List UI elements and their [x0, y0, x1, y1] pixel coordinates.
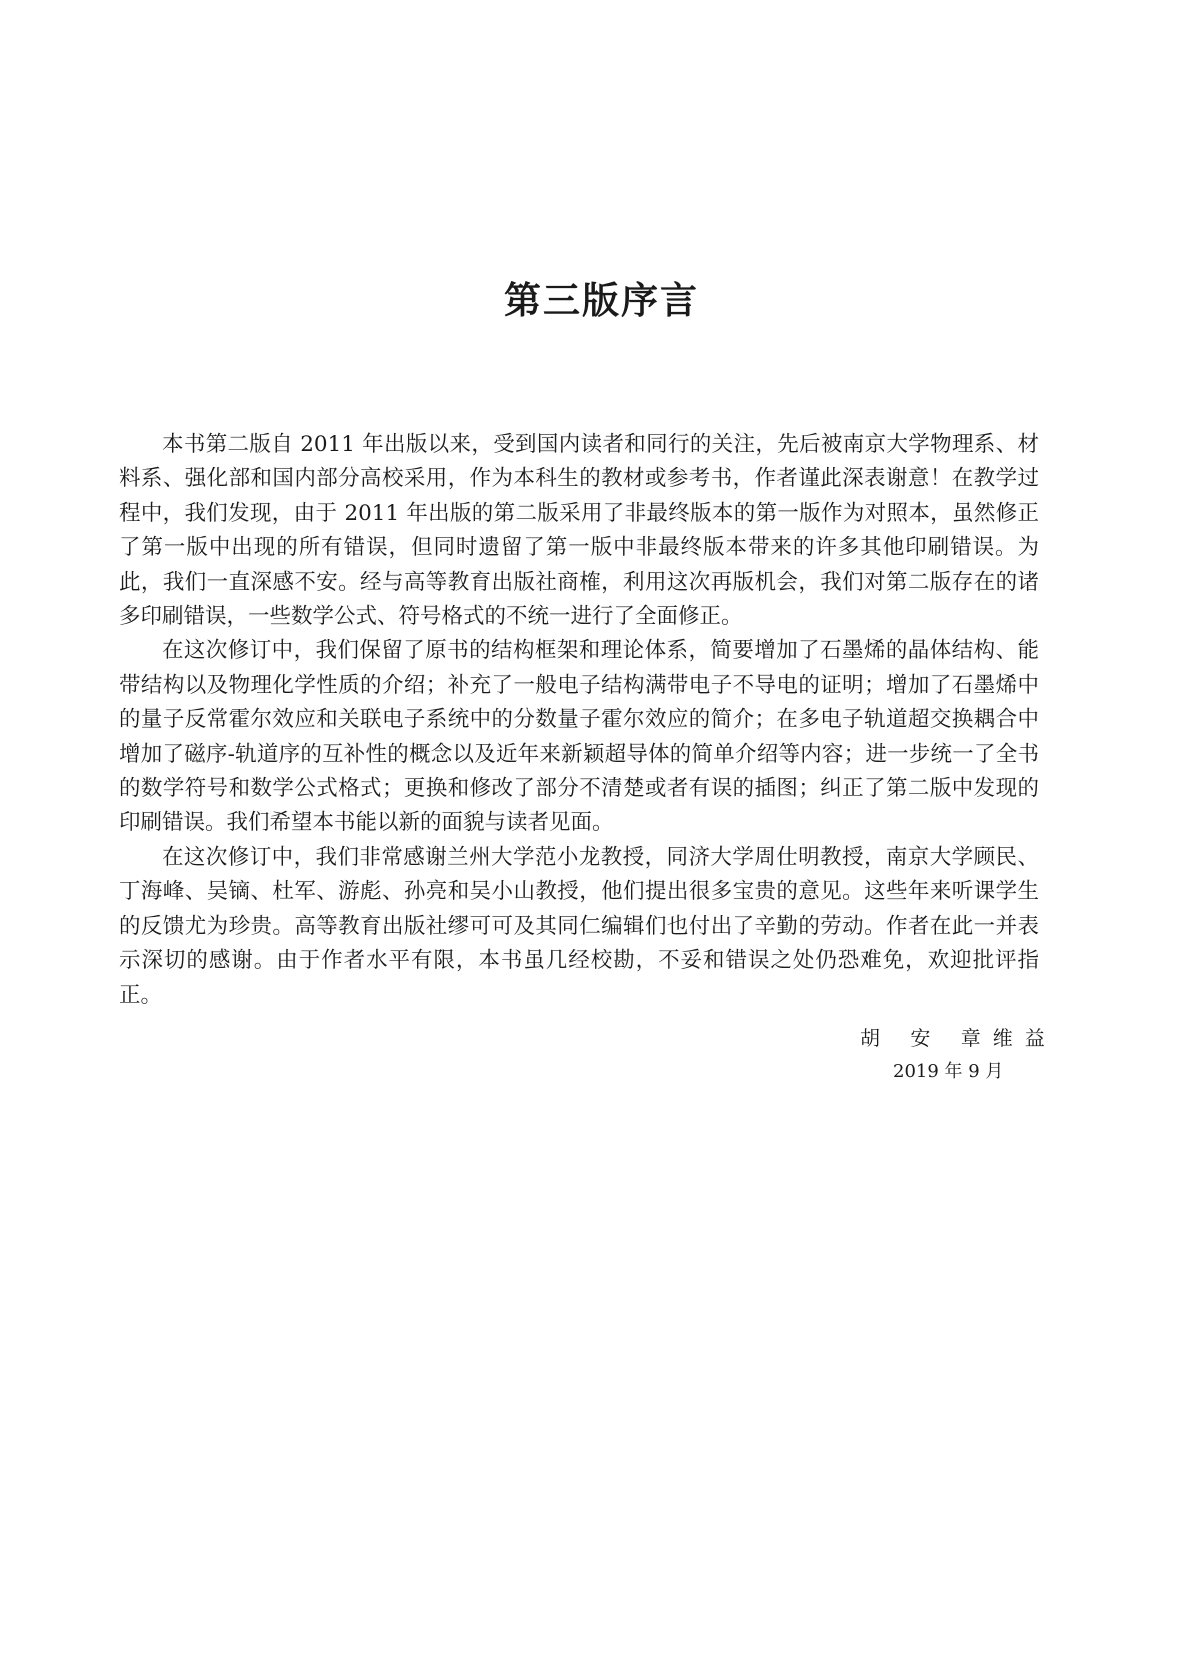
page-title: 第三版序言 — [504, 278, 699, 322]
paragraph-3: 在这次修订中，我们非常感谢兰州大学范小龙教授，同济大学周仕明教授，南京大学顾民、丁海峰、吴镝、杜军、游彪、孙亮和吴小山教授，他们提出很多宝贵的意见。这些年来听课学生的反馈尤为珍贵。高等教育出版社缪可可及其同仁编辑们也付出了辛勤的劳动。作者在此一并表示深切的感谢。由于作者水平有限，本书虽几经校勘，不妥和错误之处仍恐难免，欢迎批评指正。 — [119, 844, 1039, 1008]
paragraph-1: 本书第二版自 2011 年出版以来，受到国内读者和同行的关注，先后被南京大学物理系、材料系、强化部和国内部分高校采用，作为本科生的教材或参考书，作者谨此深表谢意！在教学过程中，我们发现，由于 2011 年出版的第二版采用了非最终版本的第一版作为对照本，虽然修正了第一版中出现的所有错误，但同时遗留了第一版中非最终版本带来的许多其他印刷错误。为此，我们一直深感不安。经与高等教育出版社商榷，利用这次再版机会，我们对第二版存在的诸多印刷错误，一些数学公式、符号格式的不统一进行了全面修正。 — [119, 432, 1039, 630]
author-signature: 胡 安 章维益 — [860, 1026, 1057, 1050]
signature-date: 2019 年 9 月 — [893, 1061, 1004, 1082]
preface-body — [119, 428, 1039, 1013]
paragraph-2: 在这次修订中，我们保留了原书的结构框架和理论体系，简要增加了石墨烯的晶体结构、能带结构以及物理化学性质的介绍；补充了一般电子结构满带电子不导电的证明；增加了石墨烯中的量子反常霍尔效应和关联电子系统中的分数量子霍尔效应的简介；在多电子轨道超交换耦合中增加了磁序-轨道序的互补性的概念以及近年来新颖超导体的简单介绍等内容；进一步统一了全书的数学符号和数学公式格式；更换和修改了部分不清楚或者有误的插图；纠正了第二版中发现的印刷错误。我们希望本书能以新的面貌与读者见面。 — [119, 638, 1039, 836]
